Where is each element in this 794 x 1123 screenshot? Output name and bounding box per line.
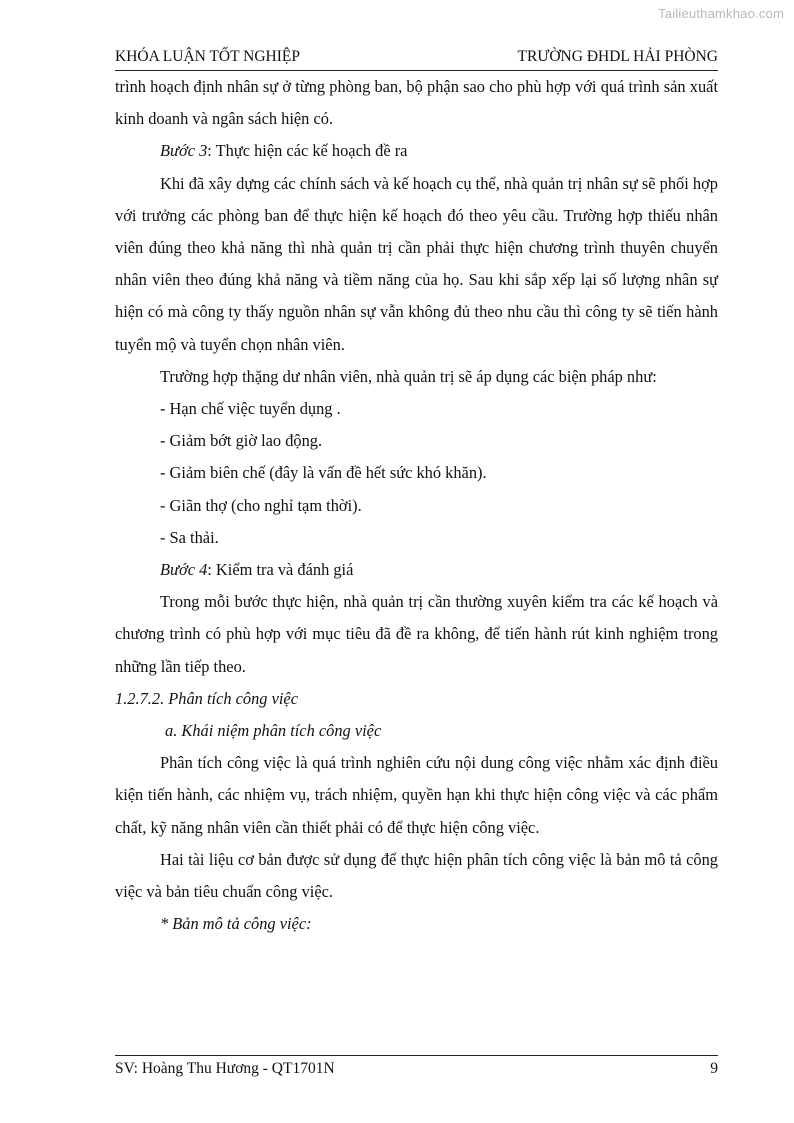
list-item: - Sa thải. — [160, 527, 219, 547]
page-footer — [115, 1055, 718, 1080]
list-item: - Giảm biên chế (đây là vấn đề hết sức khó khăn). — [160, 463, 487, 483]
page-content — [115, 71, 718, 940]
header-left: KHÓA LUẬN TỐT NGHIỆP — [115, 48, 300, 65]
step-3-label: Bước 3 — [160, 141, 208, 161]
paragraph: Phân tích công việc là quá trình nghiên cứu nội dung công việc nhằm xác định điều kiện tiến hành, các nhiệm vụ, trách nhiệm, quyền hạn khi thực hiện công việc và các phẩm chất, kỹ năng nhân viên cần thiết phải có để thực hiện công việc. — [115, 753, 718, 837]
paragraph: Khi đã xây dựng các chính sách và kế hoạch cụ thể, nhà quản trị nhân sự sẽ phối hợp với trưởng các phòng ban để thực hiện kế hoạch đó theo yêu cầu. Trường hợp thiếu nhân viên đúng theo khả năng thì nhà quản trị cần phải thực hiện chương trình thuyên chuyển nhân viên theo đúng khả năng và tiềm năng của họ. Sau khi sắp xếp lại số lượng nhân sự hiện có mà công ty thấy nguồn nhân sự vẫn không đủ theo nhu cầu thì công ty sẽ tiến hành tuyển mộ và tuyển chọn nhân viên. — [115, 173, 718, 354]
step-4-text: : Kiểm tra và đánh giá — [207, 560, 354, 580]
watermark: Tailieuthamkhao.com — [658, 6, 784, 21]
subsection-heading: a. Khái niệm phân tích công việc — [165, 721, 382, 741]
list-item: - Giãn thợ (cho nghỉ tạm thời). — [160, 495, 362, 515]
paragraph: trình hoạch định nhân sự ở từng phòng ban, bộ phận sao cho phù hợp với quá trình sản xuất kinh doanh và ngân sách hiện có. — [115, 77, 718, 129]
footer-student: SV: Hoàng Thu Hương - QT1701N — [115, 1060, 335, 1077]
page-number: 9 — [710, 1060, 718, 1077]
step-3-heading — [115, 135, 718, 167]
step-4-label: Bước 4 — [160, 560, 208, 580]
step-4-heading — [115, 554, 718, 586]
list-item: - Hạn chế việc tuyển dụng . — [160, 399, 341, 419]
header-right: TRƯỜNG ĐHDL HẢI PHÒNG — [517, 48, 718, 65]
paragraph: * Bản mô tả công việc: — [160, 914, 312, 934]
step-3-text: : Thực hiện các kế hoạch đề ra — [207, 141, 408, 161]
list-item: - Giảm bớt giờ lao động. — [160, 431, 323, 451]
paragraph: Trong mỗi bước thực hiện, nhà quản trị cần thường xuyên kiểm tra các kế hoạch và chương trình có phù hợp với mục tiêu đã đề ra không, để tiến hành rút kinh nghiệm trong những lần tiếp theo. — [115, 592, 718, 676]
page-header — [115, 48, 718, 71]
section-heading: 1.2.7.2. Phân tích công việc — [115, 688, 298, 708]
paragraph: Trường hợp thặng dư nhân viên, nhà quản trị sẽ áp dụng các biện pháp như: — [160, 366, 657, 386]
paragraph: Hai tài liệu cơ bản được sử dụng để thực hiện phân tích công việc là bản mô tả công việc và bản tiêu chuẩn công việc. — [115, 849, 718, 902]
